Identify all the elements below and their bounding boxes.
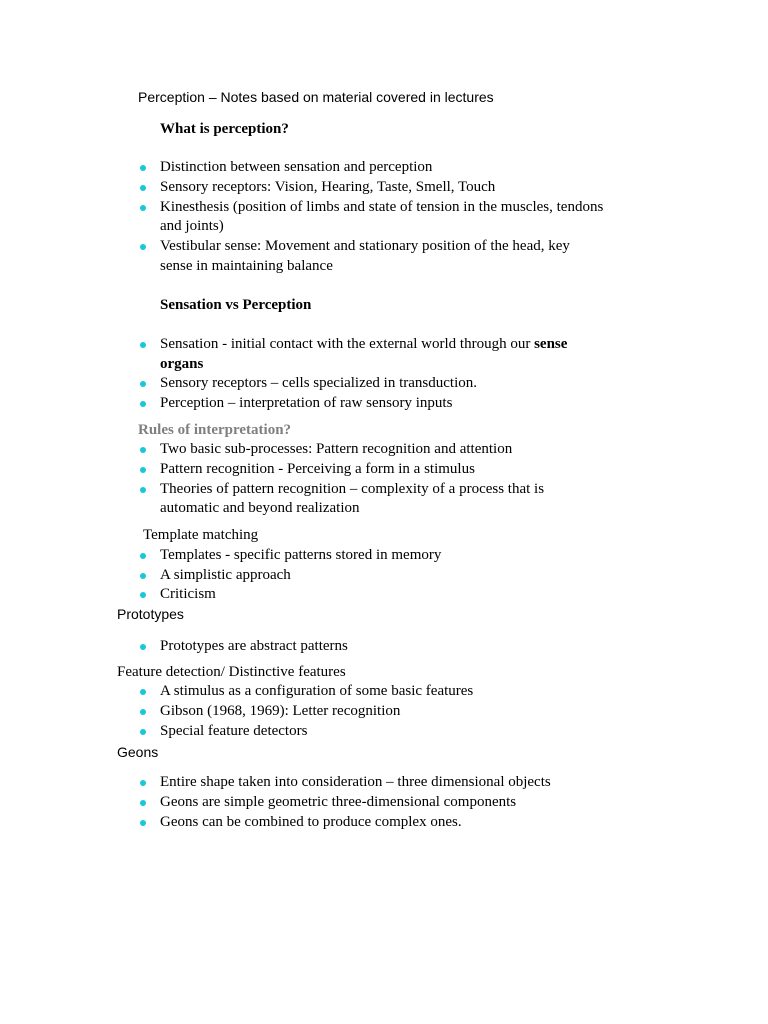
bullet-icon <box>140 205 146 211</box>
heading-geons: Geons <box>117 744 159 760</box>
bullet-icon <box>140 573 146 579</box>
list-item: Vestibular sense: Movement and stationary position of the head, key <box>160 238 570 254</box>
bullet-icon <box>140 467 146 473</box>
list-item: Entire shape taken into consideration – three dimensional objects <box>160 774 551 790</box>
bullet-icon <box>140 381 146 387</box>
list-item: Geons can be combined to produce complex ones. <box>160 814 462 830</box>
list-item-continuation: and joints) <box>160 218 224 234</box>
list-item: Special feature detectors <box>160 723 308 739</box>
bullet-icon <box>140 709 146 715</box>
bullet-icon <box>140 780 146 786</box>
bullet-icon <box>140 592 146 598</box>
list-item <box>160 336 567 353</box>
bullet-icon <box>140 185 146 191</box>
page-title: Perception – Notes based on material covered in lectures <box>138 89 494 105</box>
heading-template-matching: Template matching <box>143 527 259 543</box>
heading-prototypes: Prototypes <box>117 606 184 622</box>
heading-what-is-perception: What is perception? <box>160 121 289 137</box>
heading-feature-detection: Feature detection/ Distinctive features <box>117 664 346 680</box>
list-item: A stimulus as a configuration of some basic features <box>160 683 474 699</box>
list-item: Sensory receptors – cells specialized in transduction. <box>160 375 477 391</box>
list-item: Distinction between sensation and perception <box>160 159 433 175</box>
list-item: Perception – interpretation of raw sensory inputs <box>160 395 453 411</box>
bullet-icon <box>140 342 146 348</box>
bullet-icon <box>140 165 146 171</box>
bullet-icon <box>140 401 146 407</box>
list-item: Templates - specific patterns stored in memory <box>160 547 442 563</box>
bullet-icon <box>140 820 146 826</box>
bullet-icon <box>140 447 146 453</box>
list-item: Sensory receptors: Vision, Hearing, Taste, Smell, Touch <box>160 179 496 195</box>
list-item-bold-text: sense <box>534 336 568 352</box>
list-item: Two basic sub-processes: Pattern recognition and attention <box>160 441 513 457</box>
heading-sensation-vs-perception: Sensation vs Perception <box>160 297 312 313</box>
list-item: Pattern recognition - Perceiving a form in a stimulus <box>160 461 475 477</box>
list-item-continuation: automatic and beyond realization <box>160 500 360 516</box>
bullet-icon <box>140 800 146 806</box>
bullet-icon <box>140 729 146 735</box>
list-item: Prototypes are abstract patterns <box>160 638 348 654</box>
list-item-continuation: sense in maintaining balance <box>160 258 333 274</box>
list-item: A simplistic approach <box>160 567 291 583</box>
bullet-icon <box>140 689 146 695</box>
bullet-icon <box>140 553 146 559</box>
bullet-icon <box>140 644 146 650</box>
list-item: Criticism <box>160 586 216 602</box>
list-item: Gibson (1968, 1969): Letter recognition <box>160 703 401 719</box>
heading-rules-of-interpretation: Rules of interpretation? <box>138 422 292 438</box>
list-item: Geons are simple geometric three-dimensional components <box>160 794 517 810</box>
list-item: Theories of pattern recognition – complexity of a process that is <box>160 481 545 497</box>
list-item-text: Sensation - initial contact with the external world through our <box>160 336 535 352</box>
bullet-icon <box>140 487 146 493</box>
list-item: Kinesthesis (position of limbs and state of tension in the muscles, tendons <box>160 199 604 215</box>
list-item-continuation: organs <box>160 356 204 372</box>
bullet-icon <box>140 244 146 250</box>
